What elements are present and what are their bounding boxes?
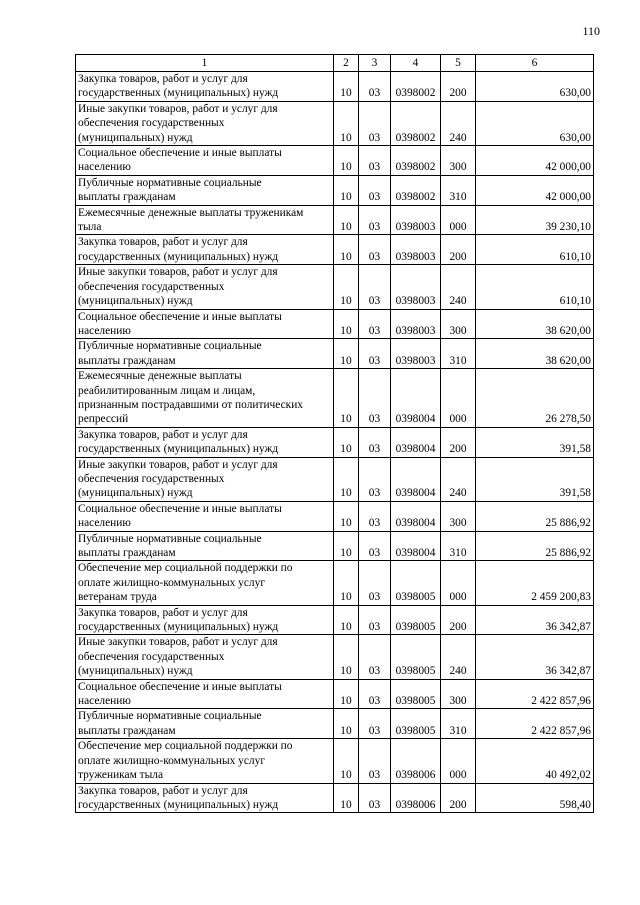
target-article-code: 0398004 [391,369,441,428]
item-name: Социальное обеспечение и иные выплаты населению [76,679,334,709]
expense-type-code: 000 [441,739,476,783]
table-row [76,605,594,635]
amount: 26 278,50 [476,369,594,428]
amount: 630,00 [476,72,594,102]
target-article-code: 0398005 [391,561,441,605]
section-code: 10 [334,309,359,339]
expense-type-code: 000 [441,369,476,428]
section-code: 10 [334,679,359,709]
target-article-code: 0398004 [391,501,441,531]
table-row [76,679,594,709]
expense-type-code: 200 [441,605,476,635]
amount: 610,10 [476,265,594,309]
table-row [76,339,594,369]
expense-type-code: 240 [441,101,476,145]
subsection-code: 03 [359,635,391,679]
subsection-code: 03 [359,101,391,145]
amount: 2 459 200,83 [476,561,594,605]
expense-type-code: 200 [441,235,476,265]
table-row [76,739,594,783]
item-name: Закупка товаров, работ и услуг для государственных (муниципальных) нужд [76,783,334,813]
subsection-code: 03 [359,175,391,205]
page-number: 110 [582,24,600,38]
table-header [76,55,594,72]
expense-type-code: 000 [441,561,476,605]
target-article-code: 0398002 [391,72,441,102]
item-name: Ежемесячные денежные выплаты труженикам тыла [76,205,334,235]
section-code: 10 [334,783,359,813]
target-article-code: 0398003 [391,339,441,369]
subsection-code: 03 [359,309,391,339]
expense-type-code: 310 [441,709,476,739]
section-code: 10 [334,427,359,457]
target-article-code: 0398005 [391,679,441,709]
item-name: Ежемесячные денежные выплаты реабилитированным лицам и лицам, признанным пострадавшими от политических репрессий [76,369,334,428]
target-article-code: 0398005 [391,605,441,635]
target-article-code: 0398004 [391,531,441,561]
expense-type-code: 310 [441,175,476,205]
section-code: 10 [334,339,359,369]
table-row [76,457,594,501]
expense-type-code: 000 [441,205,476,235]
section-code: 10 [334,739,359,783]
section-code: 10 [334,265,359,309]
section-code: 10 [334,369,359,428]
item-name: Публичные нормативные социальные выплаты гражданам [76,175,334,205]
expense-type-code: 300 [441,309,476,339]
target-article-code: 0398004 [391,457,441,501]
table-row [76,101,594,145]
subsection-code: 03 [359,561,391,605]
amount: 391,58 [476,427,594,457]
target-article-code: 0398002 [391,101,441,145]
amount: 39 230,10 [476,205,594,235]
table-row [76,635,594,679]
target-article-code: 0398004 [391,427,441,457]
section-code: 10 [334,531,359,561]
item-name: Иные закупки товаров, работ и услуг для обеспечения государственных (муниципальных) нужд [76,265,334,309]
section-code: 10 [334,175,359,205]
section-code: 10 [334,501,359,531]
target-article-code: 0398003 [391,235,441,265]
target-article-code: 0398003 [391,309,441,339]
target-article-code: 0398003 [391,265,441,309]
subsection-code: 03 [359,205,391,235]
amount: 38 620,00 [476,309,594,339]
section-code: 10 [334,72,359,102]
expense-type-code: 200 [441,427,476,457]
subsection-code: 03 [359,709,391,739]
item-name: Иные закупки товаров, работ и услуг для обеспечения государственных (муниципальных) нужд [76,101,334,145]
table-row [76,783,594,813]
amount: 42 000,00 [476,146,594,176]
item-name: Закупка товаров, работ и услуг для государственных (муниципальных) нужд [76,427,334,457]
target-article-code: 0398003 [391,205,441,235]
amount: 36 342,87 [476,605,594,635]
budget-table [75,54,594,813]
table-row [76,369,594,428]
item-name: Обеспечение мер социальной поддержки по оплате жилищно-коммунальных услуг ветеранам труда [76,561,334,605]
item-name: Иные закупки товаров, работ и услуг для обеспечения государственных (муниципальных) нужд [76,635,334,679]
subsection-code: 03 [359,235,391,265]
expense-type-code: 300 [441,146,476,176]
table-row [76,235,594,265]
subsection-code: 03 [359,531,391,561]
column-header-2: 2 [334,55,359,72]
subsection-code: 03 [359,72,391,102]
header-row [76,55,594,72]
item-name: Социальное обеспечение и иные выплаты населению [76,309,334,339]
subsection-code: 03 [359,605,391,635]
subsection-code: 03 [359,739,391,783]
expense-type-code: 200 [441,72,476,102]
subsection-code: 03 [359,501,391,531]
target-article-code: 0398002 [391,146,441,176]
column-header-3: 3 [359,55,391,72]
section-code: 10 [334,709,359,739]
amount: 598,40 [476,783,594,813]
target-article-code: 0398006 [391,783,441,813]
target-article-code: 0398005 [391,635,441,679]
section-code: 10 [334,146,359,176]
subsection-code: 03 [359,369,391,428]
column-header-5: 5 [441,55,476,72]
table-row [76,72,594,102]
item-name: Социальное обеспечение и иные выплаты населению [76,146,334,176]
amount: 38 620,00 [476,339,594,369]
column-header-1: 1 [76,55,334,72]
amount: 42 000,00 [476,175,594,205]
section-code: 10 [334,101,359,145]
table-row [76,265,594,309]
expense-type-code: 300 [441,679,476,709]
expense-type-code: 200 [441,783,476,813]
amount: 630,00 [476,101,594,145]
amount: 40 492,02 [476,739,594,783]
item-name: Иные закупки товаров, работ и услуг для обеспечения государственных (муниципальных) нужд [76,457,334,501]
amount: 36 342,87 [476,635,594,679]
amount: 2 422 857,96 [476,709,594,739]
expense-type-code: 240 [441,265,476,309]
column-header-4: 4 [391,55,441,72]
item-name: Социальное обеспечение и иные выплаты населению [76,501,334,531]
amount: 2 422 857,96 [476,679,594,709]
target-article-code: 0398006 [391,739,441,783]
section-code: 10 [334,605,359,635]
table-row [76,427,594,457]
item-name: Обеспечение мер социальной поддержки по оплате жилищно-коммунальных услуг труженикам тыла [76,739,334,783]
item-name: Закупка товаров, работ и услуг для государственных (муниципальных) нужд [76,72,334,102]
subsection-code: 03 [359,457,391,501]
subsection-code: 03 [359,679,391,709]
table-row [76,175,594,205]
amount: 391,58 [476,457,594,501]
subsection-code: 03 [359,146,391,176]
expense-type-code: 310 [441,339,476,369]
section-code: 10 [334,205,359,235]
subsection-code: 03 [359,783,391,813]
section-code: 10 [334,457,359,501]
expense-type-code: 240 [441,635,476,679]
table-row [76,501,594,531]
amount: 610,10 [476,235,594,265]
subsection-code: 03 [359,339,391,369]
table-row [76,146,594,176]
item-name: Публичные нормативные социальные выплаты гражданам [76,339,334,369]
table-row [76,531,594,561]
table-row [76,561,594,605]
subsection-code: 03 [359,427,391,457]
item-name: Закупка товаров, работ и услуг для государственных (муниципальных) нужд [76,235,334,265]
expense-type-code: 300 [441,501,476,531]
item-name: Публичные нормативные социальные выплаты гражданам [76,531,334,561]
expense-type-code: 310 [441,531,476,561]
target-article-code: 0398002 [391,175,441,205]
target-article-code: 0398005 [391,709,441,739]
amount: 25 886,92 [476,501,594,531]
table-row [76,309,594,339]
section-code: 10 [334,635,359,679]
subsection-code: 03 [359,265,391,309]
amount: 25 886,92 [476,531,594,561]
section-code: 10 [334,561,359,605]
item-name: Публичные нормативные социальные выплаты гражданам [76,709,334,739]
item-name: Закупка товаров, работ и услуг для государственных (муниципальных) нужд [76,605,334,635]
table-row [76,709,594,739]
table-row [76,205,594,235]
section-code: 10 [334,235,359,265]
table-body [76,72,594,813]
column-header-6: 6 [476,55,594,72]
expense-type-code: 240 [441,457,476,501]
